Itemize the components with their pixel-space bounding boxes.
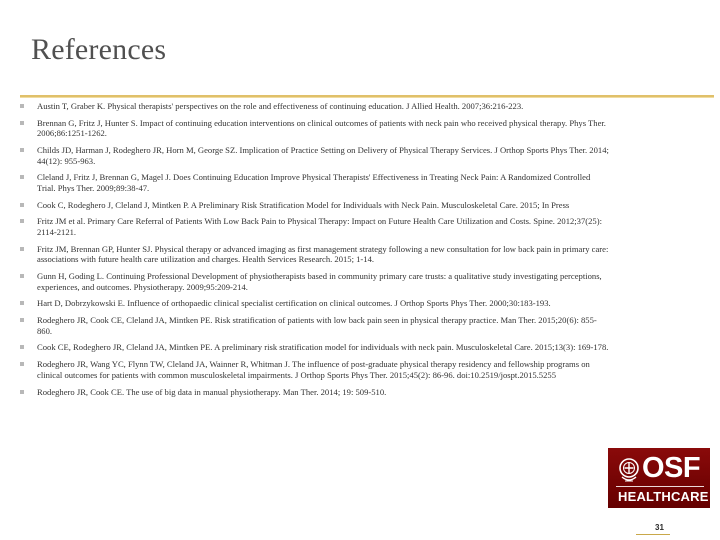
title-divider-shadow (20, 97, 714, 98)
reference-item (20, 216, 610, 237)
reference-item (20, 244, 610, 265)
logo-main-text: OSF (642, 452, 701, 484)
reference-item (20, 118, 610, 139)
bullet-icon (20, 362, 24, 366)
reference-item (20, 271, 610, 292)
reference-item (20, 387, 610, 398)
osf-healthcare-logo (608, 448, 710, 508)
page-number: 31 (655, 523, 664, 532)
reference-text: Brennan G, Fritz J, Hunter S. Impact of continuing education interventions on clinical outcomes of patients with neck pain who received physical therapy. Phys Ther. 2006;86:1251-1262. (37, 117, 606, 139)
reference-text: Fritz JM, Brennan GP, Hunter SJ. Physical therapy or advanced imaging as first management strategy following a new consultation for low back pain in primary care: associations with future health care utilization and charges. Health Services Research. 2015; 1-14. (37, 243, 609, 265)
reference-item (20, 200, 610, 211)
reference-item (20, 101, 610, 112)
reference-item (20, 359, 610, 380)
reference-text: Cook CE, Rodeghero JR, Cleland JA, Mintken PE. A preliminary risk stratification model for individuals with neck pain. Musculoskeletal Care. 2015;13(3): 169-178. (37, 342, 609, 353)
bullet-icon (20, 390, 24, 394)
bullet-icon (20, 175, 24, 179)
bullet-icon (20, 219, 24, 223)
reference-text: Cook C, Rodeghero J, Cleland J, Mintken P. A Preliminary Risk Stratification Model for Individuals with Neck Pain. Musculoskeletal Care. 2015; In Press (37, 199, 570, 210)
logo-divider (616, 486, 704, 487)
bullet-icon (20, 247, 24, 251)
reference-text: Fritz JM et al. Primary Care Referral of Patients With Low Back Pain to Physical Therapy: Impact on Future Health Care Utilization and Costs. Spine. 2012;37(25): 2114-2121. (37, 216, 602, 237)
osf-seal-icon (616, 457, 642, 485)
bullet-icon (20, 121, 24, 125)
reference-item (20, 315, 610, 336)
bullet-icon (20, 345, 24, 349)
bullet-icon (20, 301, 24, 305)
reference-text: Gunn H, Goding L. Continuing Professional Development of physiotherapists based in community primary care trusts: a qualitative study investigating perceptions, experiences, and outcomes. Physiotherapy. 2009;95:209-214. (37, 271, 602, 292)
reference-text: Rodeghero JR, Cook CE, Cleland JA, Mintken PE. Risk stratification of patients with low back pain seen in physical therapy practice. Man Ther. 2015;20(6): 855-860. (37, 315, 597, 336)
reference-text: Hart D, Dobrzykowski E. Influence of orthopaedic clinical specialist certification on clinical outcomes. J Orthop Sports Phys Ther. 2000;30:183-193. (37, 298, 551, 309)
bullet-icon (20, 318, 24, 322)
bullet-icon (20, 148, 24, 152)
bullet-icon (20, 104, 24, 108)
reference-item (20, 342, 610, 353)
reference-text: Rodeghero JR, Cook CE. The use of big data in manual physiotherapy. Man Ther. 2014; 19: 509-510. (37, 386, 387, 397)
page-number-underline (636, 534, 670, 535)
reference-text: Cleland J, Fritz J, Brennan G, Magel J. Does Continuing Education Improve Physical Therapists' Effectiveness in Treating Neck Pain: A Randomized Controlled Trial. Phys Ther. 2009;89:38-47. (37, 172, 591, 193)
logo-sub-text: HEALTHCARE (618, 489, 709, 504)
page-title: References (31, 33, 167, 66)
reference-item (20, 145, 610, 166)
reference-item (20, 172, 610, 193)
reference-item (20, 298, 610, 309)
reference-text: Rodeghero JR, Wang YC, Flynn TW, Cleland JA, Wainner R, Whitman J. The influence of post-graduate physical therapy residency and fellowship programs on clinical outcomes for patients with common musculoskeletal impairments. J Orthop Sports Phys Ther. 2015;45(2): 86-96. doi:10.2519/jospt.2015.5255 (37, 359, 590, 380)
reference-text: Austin T, Graber K. Physical therapists' perspectives on the role and effectiveness of continuing education. J Allied Health. 2007;36:216-223. (37, 101, 524, 111)
bullet-icon (20, 203, 24, 207)
bullet-icon (20, 274, 24, 278)
reference-text: Childs JD, Harman J, Rodeghero JR, Horn M, George SZ. Implication of Practice Setting on Delivery of Physical Therapy Services. J Orthop Sports Phys Ther. 2014; 44(12): 955-963. (37, 145, 609, 166)
reference-list (20, 101, 610, 403)
